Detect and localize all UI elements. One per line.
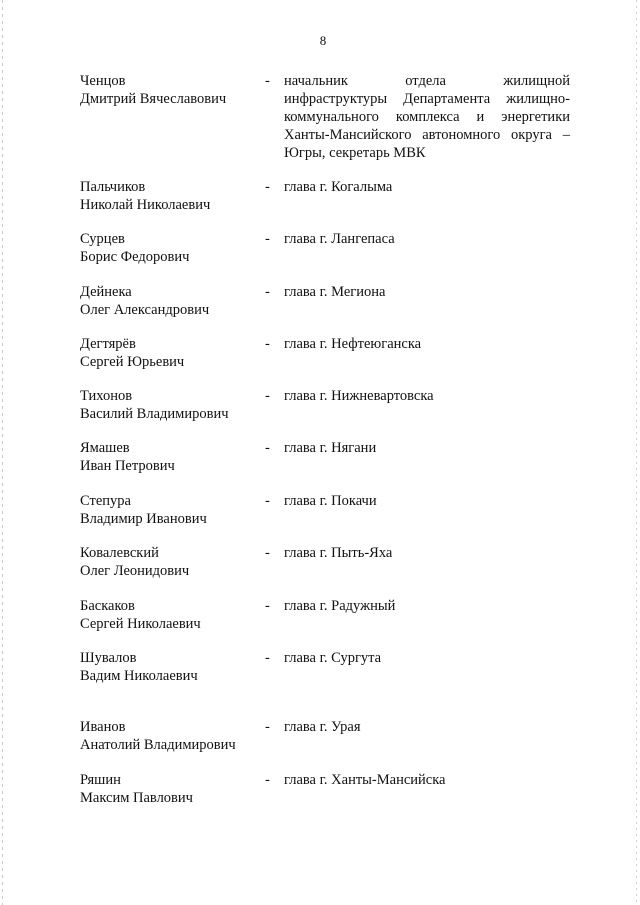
scan-edge-left <box>2 0 3 905</box>
member-surname: Дегтярёв <box>80 336 136 352</box>
member-given-name: Иван Петрович <box>80 458 175 474</box>
member-name <box>80 492 260 528</box>
member-position: глава г. Урая <box>284 719 361 735</box>
scan-edge-right <box>636 0 637 905</box>
entry-dash: - <box>265 284 270 300</box>
entry-dash: - <box>265 336 270 352</box>
member-name <box>80 283 260 319</box>
member-position: глава г. Нягани <box>284 440 377 456</box>
member-position <box>284 72 570 162</box>
member-surname: Степура <box>80 493 131 509</box>
position-rest: инфраструктуры Департамента жилищно-коммунального комплекса и энергетики Ханты-Мансийского автономного округа – Югры, секретарь МВК <box>284 91 570 161</box>
member-name <box>80 597 260 633</box>
member-position: глава г. Радужный <box>284 598 396 614</box>
member-surname: Иванов <box>80 719 126 735</box>
member-position: глава г. Сургута <box>284 650 382 666</box>
entry-dash: - <box>265 493 270 509</box>
member-surname: Ченцов <box>80 73 126 89</box>
entry-dash: - <box>265 545 270 561</box>
member-position: глава г. Лангепаса <box>284 231 395 247</box>
member-surname: Дейнека <box>80 284 132 300</box>
member-position: глава г. Мегиона <box>284 284 386 300</box>
member-position: глава г. Когалыма <box>284 179 393 195</box>
entry-dash: - <box>265 440 270 456</box>
entry-dash: - <box>265 650 270 666</box>
member-surname: Сурцев <box>80 231 125 247</box>
member-given-name: Борис Федорович <box>80 249 190 265</box>
member-surname: Ямашев <box>80 440 130 456</box>
member-given-name: Владимир Иванович <box>80 511 207 527</box>
member-name <box>80 718 260 754</box>
entry-dash: - <box>265 73 270 89</box>
member-given-name: Вадим Николаевич <box>80 668 198 684</box>
entry-dash: - <box>265 772 270 788</box>
member-name <box>80 544 260 580</box>
member-given-name: Анатолий Владимирович <box>80 737 236 753</box>
member-surname: Шувалов <box>80 650 137 666</box>
member-name <box>80 439 260 475</box>
member-given-name: Сергей Юрьевич <box>80 354 185 370</box>
member-name <box>80 649 260 685</box>
member-position: глава г. Ханты-Мансийска <box>284 772 446 788</box>
member-name <box>80 387 260 423</box>
entry-dash: - <box>265 388 270 404</box>
member-name <box>80 230 260 266</box>
member-given-name: Василий Владимирович <box>80 406 229 422</box>
member-given-name: Сергей Николаевич <box>80 616 201 632</box>
member-surname: Пальчиков <box>80 179 146 195</box>
member-given-name: Олег Леонидович <box>80 563 190 579</box>
member-position: глава г. Нефтеюганска <box>284 336 422 352</box>
entry-dash: - <box>265 231 270 247</box>
member-surname: Ряшин <box>80 772 121 788</box>
position-word: отдела <box>405 73 446 89</box>
member-position: глава г. Покачи <box>284 493 377 509</box>
position-word: жилищной <box>503 73 570 89</box>
member-position: глава г. Пыть-Яха <box>284 545 393 561</box>
position-first-line <box>284 72 570 90</box>
member-given-name: Николай Николаевич <box>80 197 211 213</box>
member-position: глава г. Нижневартовска <box>284 388 434 404</box>
member-given-name: Олег Александрович <box>80 302 210 318</box>
member-surname: Тихонов <box>80 388 133 404</box>
member-given-name: Дмитрий Вячеславович <box>80 91 227 107</box>
page-number: 8 <box>319 33 327 48</box>
member-surname: Баскаков <box>80 598 135 614</box>
member-name <box>80 335 260 371</box>
member-name <box>80 771 260 807</box>
member-surname: Ковалевский <box>80 545 159 561</box>
entry-dash: - <box>265 719 270 735</box>
member-name <box>80 178 260 214</box>
entry-dash: - <box>265 179 270 195</box>
position-word: начальник <box>284 73 348 89</box>
member-name <box>80 72 260 108</box>
member-given-name: Максим Павлович <box>80 790 193 806</box>
entry-dash: - <box>265 598 270 614</box>
